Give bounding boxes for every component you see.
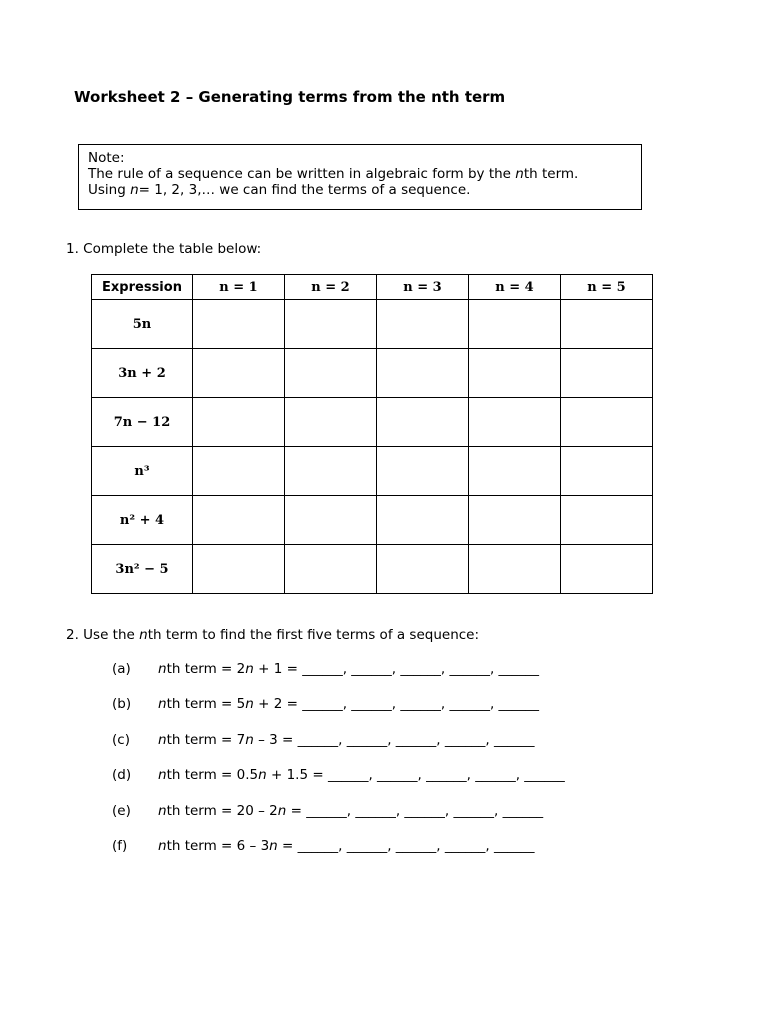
- part-variable: n: [269, 838, 278, 854]
- part-rule: + 2 =: [253, 696, 303, 712]
- expression-cell: 5n: [92, 300, 193, 349]
- question-2-variable: n: [139, 627, 148, 643]
- answer-cell-n1[interactable]: [193, 349, 285, 398]
- question-1: 1. Complete the table below:: [66, 241, 262, 257]
- answer-cell-n2[interactable]: [285, 349, 377, 398]
- answer-cell-n4[interactable]: [469, 300, 561, 349]
- answer-cell-n4[interactable]: [469, 349, 561, 398]
- answer-cell-n4[interactable]: [469, 545, 561, 594]
- header-n4: n = 4: [469, 275, 561, 300]
- expression-cell: n² + 4: [92, 496, 193, 545]
- answer-cell-n2[interactable]: [285, 398, 377, 447]
- table-row: [92, 300, 653, 349]
- answer-cell-n2[interactable]: [285, 300, 377, 349]
- answer-blanks[interactable]: ______, ______, ______, ______, ______: [302, 696, 540, 712]
- answer-blanks[interactable]: ______, ______, ______, ______, ______: [306, 803, 544, 819]
- part-label: (b): [112, 696, 132, 712]
- answer-cell-n2[interactable]: [285, 447, 377, 496]
- part-rule: th term = 20 – 2: [166, 803, 278, 819]
- answer-cell-n3[interactable]: [377, 447, 469, 496]
- part-label: (d): [112, 767, 132, 783]
- answer-blanks[interactable]: ______, ______, ______, ______, ______: [302, 661, 540, 677]
- part-rule: – 3 =: [253, 732, 298, 748]
- expression-cell: n³: [92, 447, 193, 496]
- answer-cell-n5[interactable]: [561, 398, 653, 447]
- answer-cell-n5[interactable]: [561, 496, 653, 545]
- answer-cell-n3[interactable]: [377, 349, 469, 398]
- table-header-row: [92, 275, 653, 300]
- expression-cell: 7n − 12: [92, 398, 193, 447]
- note-text: The rule of a sequence can be written in algebraic form by the: [88, 166, 516, 182]
- table-row: [92, 496, 653, 545]
- part-label: (f): [112, 838, 128, 854]
- answer-cell-n4[interactable]: [469, 496, 561, 545]
- part-rule: th term = 0.5: [166, 767, 259, 783]
- part-variable: n: [245, 732, 254, 748]
- part-variable: n: [158, 838, 167, 854]
- note-text: Using: [88, 182, 131, 198]
- answer-cell-n3[interactable]: [377, 300, 469, 349]
- note-box: [78, 144, 642, 210]
- answer-cell-n2[interactable]: [285, 545, 377, 594]
- part-variable: n: [258, 767, 267, 783]
- part-rule: th term = 6 – 3: [166, 838, 270, 854]
- note-text: = 1, 2, 3,… we can find the terms of a sequence.: [138, 182, 471, 198]
- answer-cell-n1[interactable]: [193, 300, 285, 349]
- part-c: [112, 732, 534, 748]
- note-line-2: [88, 182, 632, 198]
- part-rule: th term = 5: [166, 696, 246, 712]
- answer-cell-n4[interactable]: [469, 447, 561, 496]
- answer-cell-n1[interactable]: [193, 496, 285, 545]
- part-label: (c): [112, 732, 130, 748]
- part-variable: n: [158, 767, 167, 783]
- part-e: [112, 803, 543, 819]
- answer-cell-n5[interactable]: [561, 545, 653, 594]
- question-2: [66, 627, 479, 643]
- part-variable: n: [158, 661, 167, 677]
- expression-cell: 3n + 2: [92, 349, 193, 398]
- answer-cell-n1[interactable]: [193, 447, 285, 496]
- expression-cell: 3n² − 5: [92, 545, 193, 594]
- answer-cell-n2[interactable]: [285, 496, 377, 545]
- part-rule: th term = 2: [166, 661, 246, 677]
- worksheet-title: Worksheet 2 – Generating terms from the nth term: [74, 88, 506, 106]
- part-rule: th term = 7: [166, 732, 246, 748]
- part-label: (a): [112, 661, 131, 677]
- table-row: [92, 398, 653, 447]
- part-d: [112, 767, 565, 783]
- part-a: [112, 661, 539, 677]
- question-2-text: 2. Use the: [66, 627, 140, 643]
- part-rule: + 1 =: [253, 661, 303, 677]
- header-n2: n = 2: [285, 275, 377, 300]
- note-heading: Note:: [88, 150, 125, 166]
- part-variable: n: [245, 696, 254, 712]
- answer-cell-n4[interactable]: [469, 398, 561, 447]
- answer-cell-n3[interactable]: [377, 398, 469, 447]
- header-n1: n = 1: [193, 275, 285, 300]
- answer-blanks[interactable]: ______, ______, ______, ______, ______: [297, 838, 535, 854]
- answer-cell-n1[interactable]: [193, 545, 285, 594]
- answer-cell-n5[interactable]: [561, 447, 653, 496]
- part-rule: + 1.5 =: [266, 767, 328, 783]
- part-variable: n: [158, 803, 167, 819]
- answer-cell-n5[interactable]: [561, 300, 653, 349]
- note-line-1: [88, 166, 632, 182]
- part-variable: n: [158, 732, 167, 748]
- question-2-text: th term to find the first five terms of a sequence:: [147, 627, 480, 643]
- answer-blanks[interactable]: ______, ______, ______, ______, ______: [327, 767, 565, 783]
- answer-blanks[interactable]: ______, ______, ______, ______, ______: [297, 732, 535, 748]
- answer-cell-n3[interactable]: [377, 545, 469, 594]
- part-f: [112, 838, 534, 854]
- answer-cell-n5[interactable]: [561, 349, 653, 398]
- header-expression: Expression: [92, 275, 193, 300]
- header-n5: n = 5: [561, 275, 653, 300]
- part-rule: =: [286, 803, 307, 819]
- table-row: [92, 545, 653, 594]
- header-n3: n = 3: [377, 275, 469, 300]
- part-variable: n: [245, 661, 254, 677]
- part-rule: =: [277, 838, 298, 854]
- part-variable: n: [158, 696, 167, 712]
- note-text: th term.: [523, 166, 579, 182]
- part-label: (e): [112, 803, 131, 819]
- table-row: [92, 447, 653, 496]
- answer-cell-n1[interactable]: [193, 398, 285, 447]
- part-variable: n: [277, 803, 287, 819]
- answer-cell-n3[interactable]: [377, 496, 469, 545]
- table-row: [92, 349, 653, 398]
- note-variable: n: [515, 166, 524, 182]
- part-b: [112, 696, 539, 712]
- note-variable: n: [130, 182, 139, 198]
- terms-table: [91, 274, 653, 594]
